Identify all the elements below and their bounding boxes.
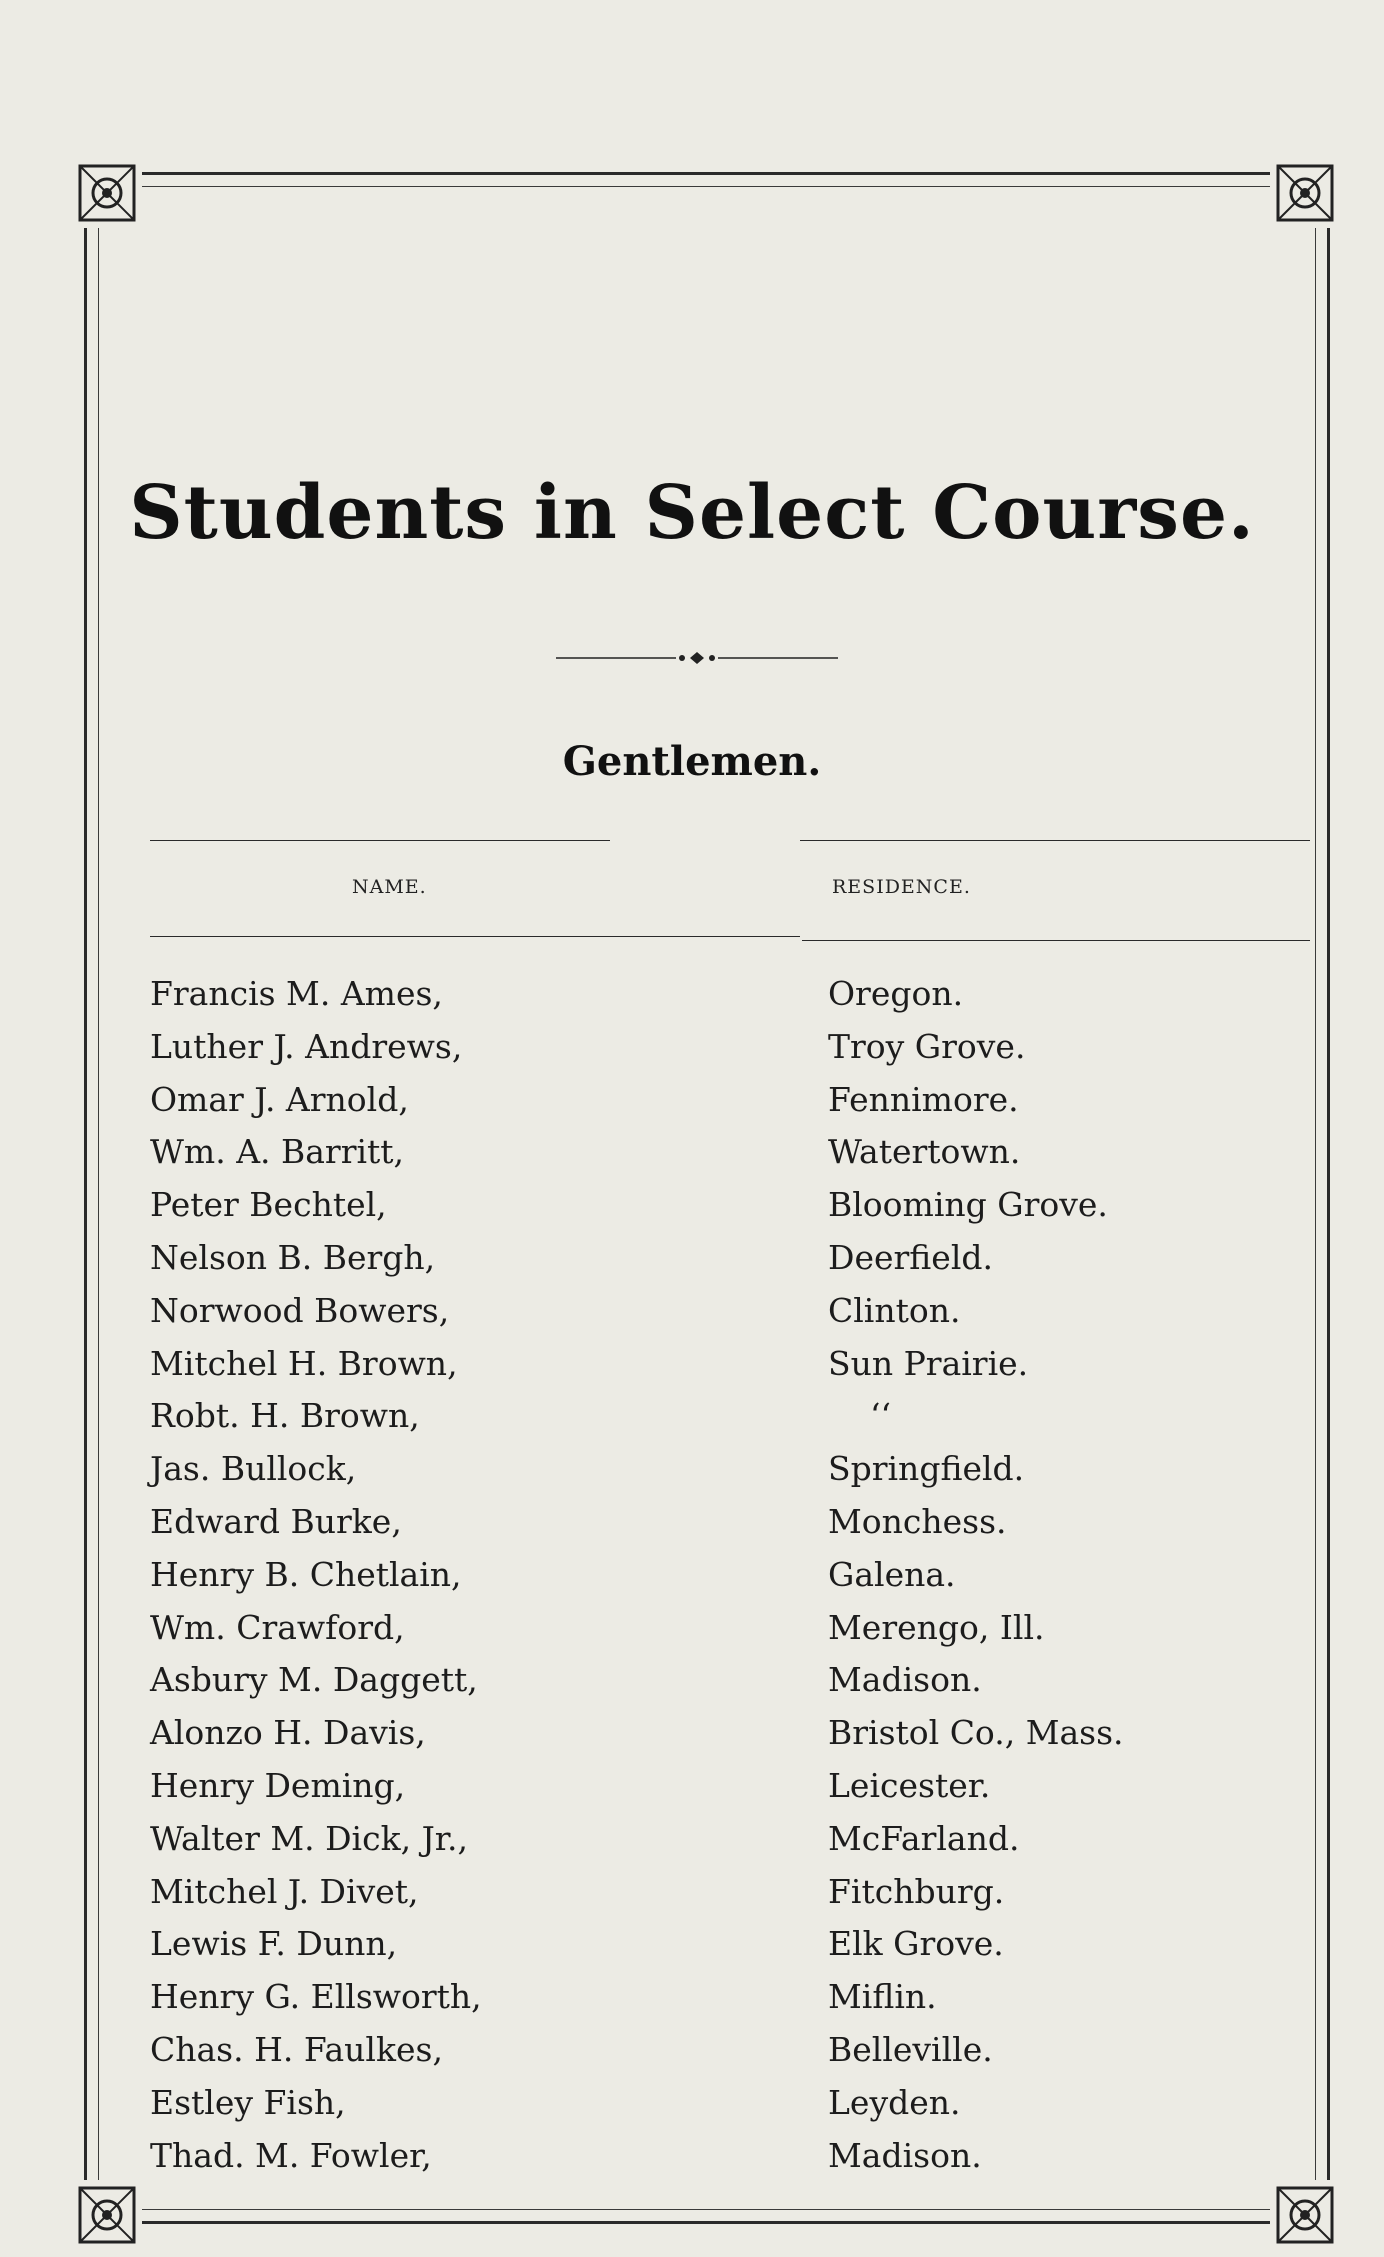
corner-ornament-icon <box>72 2180 142 2257</box>
student-residence: Oregon. <box>828 974 964 1013</box>
corner-ornament-icon <box>1270 2180 1340 2257</box>
column-header-residence: RESIDENCE. <box>832 876 971 898</box>
student-name: Wm. A. Barritt, <box>150 1132 405 1172</box>
student-name: Alonzo H. Davis, <box>150 1713 426 1753</box>
list-item <box>0 1608 1384 1661</box>
student-residence: Elk Grove. <box>828 1924 1004 1964</box>
student-name: Peter Bechtel, <box>150 1185 387 1225</box>
student-name: Luther J. Andrews, <box>150 1026 463 1066</box>
student-list <box>0 974 1384 2188</box>
list-item <box>0 1449 1384 1502</box>
student-name: Asbury M. Daggett, <box>150 1660 478 1700</box>
student-residence: Troy Grove. <box>828 1026 1026 1066</box>
student-residence: Clinton. <box>828 1290 961 1330</box>
student-residence: Bristol Co., Mass. <box>828 1713 1124 1753</box>
student-residence: Monchess. <box>828 1501 1007 1541</box>
student-residence: Merengo, Ill. <box>828 1607 1045 1647</box>
list-item <box>0 1555 1384 1608</box>
list-item <box>0 1819 1384 1872</box>
student-residence: Fennimore. <box>828 1079 1019 1119</box>
list-item <box>0 1027 1384 1080</box>
student-residence: Leyden. <box>828 2082 961 2122</box>
student-residence: Belleville. <box>828 2029 993 2069</box>
list-item <box>0 1872 1384 1925</box>
list-item <box>0 1132 1384 1185</box>
rule-header-left <box>150 936 800 937</box>
student-name: Henry Deming, <box>150 1765 406 1805</box>
student-name: Jas. Bullock, <box>150 1449 357 1489</box>
list-item <box>0 2030 1384 2083</box>
student-residence: Springfield. <box>828 1449 1025 1489</box>
student-residence: ‘‘ <box>870 1396 891 1436</box>
rule-top-right <box>800 840 1310 841</box>
student-name: Mitchel J. Divet, <box>150 1871 419 1911</box>
student-name: Francis M. Ames, <box>150 974 443 1013</box>
list-item <box>0 1396 1384 1449</box>
student-name: Omar J. Arnold, <box>150 1079 409 1119</box>
student-residence: Leicester. <box>828 1765 991 1805</box>
list-item <box>0 1502 1384 1555</box>
student-residence: Sun Prairie. <box>828 1343 1029 1383</box>
list-item <box>0 1291 1384 1344</box>
divider-ornament-icon <box>556 650 838 664</box>
list-item <box>0 974 1384 1027</box>
page-title: Students in Select Course. <box>129 470 1255 556</box>
list-item <box>0 1238 1384 1291</box>
section-heading: Gentlemen. <box>562 738 822 785</box>
list-item <box>0 1660 1384 1713</box>
corner-ornament-icon <box>1270 158 1340 228</box>
student-name: Henry G. Ellsworth, <box>150 1977 482 2017</box>
student-name: Estley Fish, <box>150 2082 346 2122</box>
student-residence: Deerfield. <box>828 1237 993 1277</box>
list-item <box>0 1977 1384 2030</box>
student-name: Thad. M. Fowler, <box>150 2135 432 2175</box>
student-residence: Fitchburg. <box>828 1871 1005 1911</box>
student-residence: Watertown. <box>828 1132 1021 1172</box>
list-item <box>0 1185 1384 1238</box>
student-name: Henry B. Chetlain, <box>150 1554 462 1594</box>
rule-header-right <box>802 940 1310 941</box>
student-name: Lewis F. Dunn, <box>150 1924 398 1964</box>
student-residence: Madison. <box>828 1660 982 1700</box>
list-item <box>0 1766 1384 1819</box>
student-residence: McFarland. <box>828 1818 1020 1858</box>
list-item <box>0 1344 1384 1397</box>
corner-ornament-icon <box>72 158 142 228</box>
column-header-name: NAME. <box>352 876 427 898</box>
student-name: Edward Burke, <box>150 1501 402 1541</box>
student-residence: Blooming Grove. <box>828 1185 1108 1225</box>
list-item <box>0 1924 1384 1977</box>
rule-top-left <box>150 840 610 841</box>
list-item <box>0 1713 1384 1766</box>
student-residence: Galena. <box>828 1554 956 1594</box>
student-name: Walter M. Dick, Jr., <box>150 1818 468 1858</box>
student-name: Mitchel H. Brown, <box>150 1343 458 1383</box>
list-item <box>0 1080 1384 1133</box>
student-name: Norwood Bowers, <box>150 1290 450 1330</box>
student-residence: Madison. <box>828 2135 982 2175</box>
student-name: Robt. H. Brown, <box>150 1396 420 1436</box>
list-item <box>0 2083 1384 2136</box>
student-name: Wm. Crawford, <box>150 1607 405 1647</box>
student-residence: Miflin. <box>828 1977 937 2017</box>
list-item <box>0 2136 1384 2189</box>
student-name: Nelson B. Bergh, <box>150 1237 436 1277</box>
student-name: Chas. H. Faulkes, <box>150 2029 443 2069</box>
